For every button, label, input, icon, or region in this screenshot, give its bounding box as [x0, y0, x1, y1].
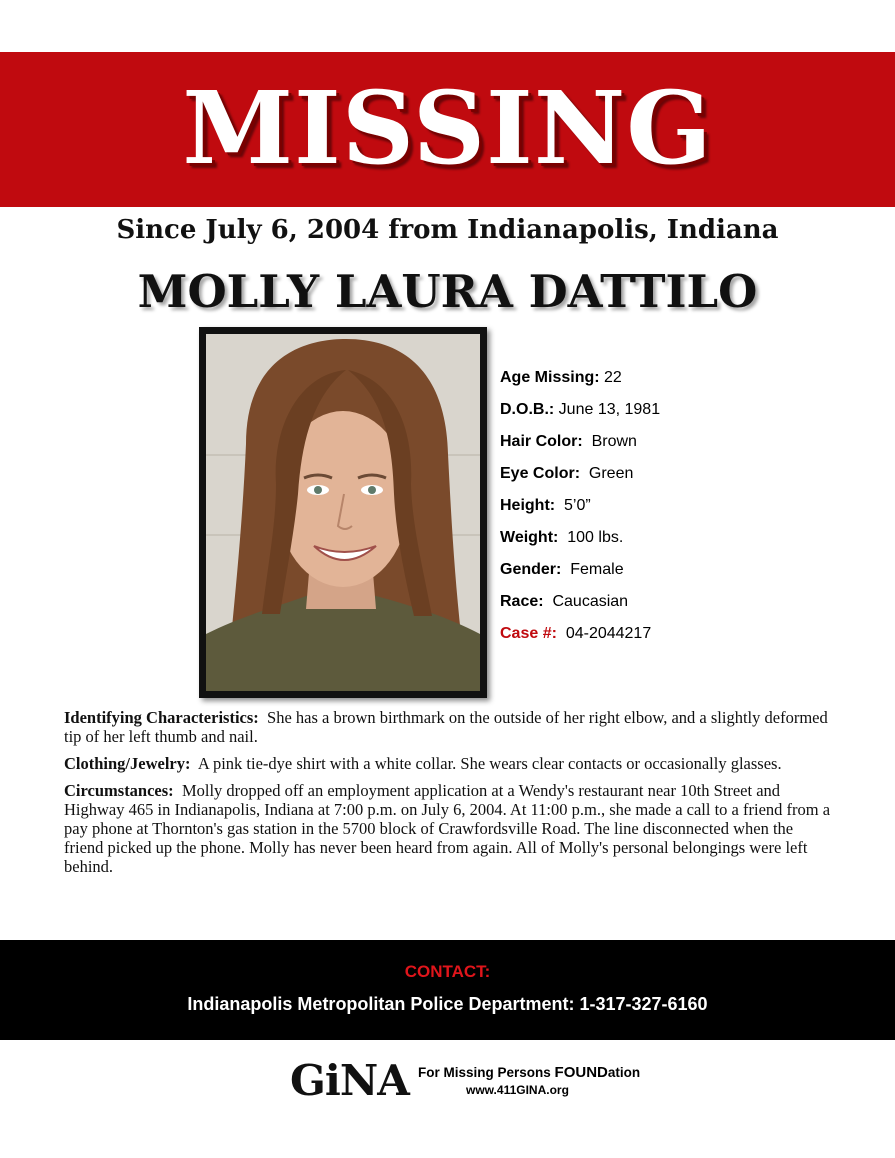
photo-frame	[199, 327, 487, 698]
stat-label: Eye Color:	[500, 465, 581, 482]
stat-height	[500, 494, 880, 526]
stat-age-missing	[500, 366, 880, 398]
stat-value: Green	[588, 465, 634, 482]
stat-race	[500, 590, 880, 622]
stat-value: 22	[604, 369, 622, 386]
stat-weight	[500, 526, 880, 558]
stat-dob	[500, 398, 880, 430]
circumstances-label: Circumstances:	[64, 781, 174, 800]
stat-value: June 13, 1981	[558, 401, 661, 418]
stat-gender	[500, 558, 880, 590]
description-section	[64, 708, 834, 884]
stat-label: Hair Color:	[500, 433, 583, 450]
circumstances-text: Molly dropped off an employment application at a Wendy's restaurant near 10th Street and Highway 465 in Indianapolis, Indiana at 7:00 p.m. on July 6, 2004. At 11:00 p.m., she made a call to a friend from a pay phone at Thornton's gas station in the 5700 block of Crawfordsville Road. The line disconnected when the friend picked up the phone. Molly has never been heard from again. All of Molly's personal belongings were left behind.	[64, 781, 831, 876]
stat-value: 04-2044217	[565, 625, 652, 642]
contact-label: CONTACT:	[404, 962, 491, 981]
tagline-found: FOUND	[554, 1064, 608, 1081]
contact-phone: Indianapolis Metropolitan Police Department: 1-317-327-6160	[187, 994, 708, 1014]
missing-title: MISSING	[182, 69, 713, 187]
clothing-jewelry	[64, 754, 834, 773]
stat-label: Case #:	[500, 625, 557, 642]
stat-label: D.O.B.:	[500, 401, 555, 418]
gina-footer	[290, 1058, 650, 1108]
stat-value: Brown	[591, 433, 637, 450]
stat-case-number	[500, 622, 880, 654]
gina-logo: GiNA	[290, 1056, 409, 1105]
stat-eye-color	[500, 462, 880, 494]
person-name: MOLLY LAURA DATTILO	[137, 265, 758, 318]
clothing-text: A pink tie-dye shirt with a white collar. She wears clear contacts or occasionally glasses.	[197, 754, 782, 773]
missing-since-line: Since July 6, 2004 from Indianapolis, Indiana	[116, 215, 779, 245]
gina-url: www.411GINA.org	[466, 1083, 569, 1097]
stat-value: Caucasian	[552, 593, 629, 610]
stat-hair-color	[500, 430, 880, 462]
stat-label: Height:	[500, 497, 556, 514]
stat-label: Age Missing:	[500, 369, 600, 386]
circumstances	[64, 781, 834, 876]
identifying-characteristics	[64, 708, 834, 746]
stat-value: 5’0”	[564, 497, 591, 514]
person-photo	[206, 334, 480, 691]
contact-bar	[0, 940, 895, 1040]
missing-banner	[0, 52, 895, 207]
stat-value: 100 lbs.	[567, 529, 624, 546]
stat-value: Female	[570, 561, 624, 578]
clothing-label: Clothing/Jewelry:	[64, 754, 191, 773]
stat-label: Weight:	[500, 529, 559, 546]
gina-tagline	[418, 1065, 640, 1081]
stat-label: Race:	[500, 593, 544, 610]
identifying-text: She has a brown birthmark on the outside of her right elbow, and a slightly deformed tip of her left thumb and nail.	[64, 708, 828, 746]
stat-label: Gender:	[500, 561, 562, 578]
tagline-prefix: For Missing Persons	[418, 1065, 555, 1080]
person-stats	[500, 366, 880, 654]
identifying-label: Identifying Characteristics:	[64, 708, 259, 727]
tagline-suffix: ation	[607, 1065, 641, 1080]
